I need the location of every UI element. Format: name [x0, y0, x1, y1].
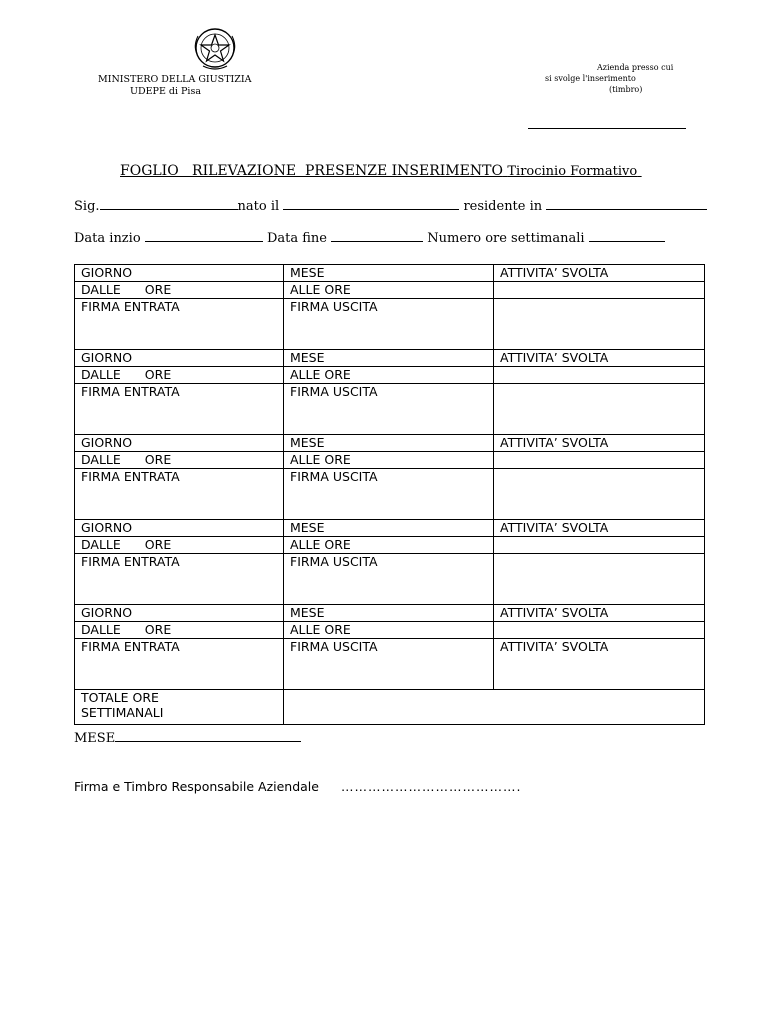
- giorno-cell[interactable]: GIORNO: [75, 520, 284, 537]
- giorno-cell[interactable]: GIORNO: [75, 265, 284, 282]
- ore-label: ORE: [144, 452, 172, 467]
- firma-entrata-cell[interactable]: FIRMA ENTRATA: [75, 554, 284, 605]
- table-row: [75, 384, 705, 435]
- title-sub: Tirocinio Formativo: [507, 164, 638, 179]
- giorno-cell[interactable]: GIORNO: [75, 350, 284, 367]
- mese-cell[interactable]: MESE: [284, 350, 494, 367]
- nato-il-label: nato il: [237, 199, 280, 214]
- ministry-name: MINISTERO DELLA GIUSTIZIA: [98, 74, 252, 85]
- attivita-cell[interactable]: ATTIVITA’ SVOLTA: [494, 520, 705, 537]
- mese-cell[interactable]: MESE: [284, 605, 494, 622]
- company-stamp-line: [528, 128, 686, 129]
- table-row: [75, 639, 705, 690]
- ore-label: ORE: [144, 367, 172, 382]
- totale-ore-label-cell: [75, 690, 284, 725]
- nato-il-field[interactable]: [283, 199, 459, 210]
- data-fine-field[interactable]: [331, 231, 423, 242]
- firma-entrata-cell[interactable]: FIRMA ENTRATA: [75, 384, 284, 435]
- dalle-ore-cell[interactable]: [75, 282, 284, 299]
- table-row: [75, 605, 705, 622]
- company-label-line2: si svolge l'inserimento: [545, 74, 636, 83]
- attivita-value-cell[interactable]: [494, 622, 705, 639]
- dalle-label: DALLE: [81, 452, 121, 467]
- firma-entrata-cell[interactable]: FIRMA ENTRATA: [75, 639, 284, 690]
- data-fine-label: Data fine: [266, 231, 327, 246]
- table-row: [75, 265, 705, 282]
- sig-field[interactable]: [100, 199, 238, 210]
- firma-label: Firma e Timbro Responsabile Aziendale: [74, 779, 319, 794]
- attivita-cell[interactable]: ATTIVITA’ SVOLTA: [494, 605, 705, 622]
- numero-ore-label: Numero ore settimanali: [427, 231, 585, 246]
- table-row: [75, 537, 705, 554]
- alle-ore-cell[interactable]: ALLE ORE: [284, 537, 494, 554]
- attivita-notes-cell[interactable]: [494, 384, 705, 435]
- mese-cell[interactable]: MESE: [284, 265, 494, 282]
- attivita-value-cell[interactable]: [494, 282, 705, 299]
- attivita-cell[interactable]: ATTIVITA’ SVOLTA: [494, 435, 705, 452]
- dalle-label: DALLE: [81, 622, 121, 637]
- totale-line1: TOTALE ORE: [81, 690, 159, 705]
- alle-ore-cell[interactable]: ALLE ORE: [284, 622, 494, 639]
- ministry-heading: [98, 74, 252, 98]
- company-label-line3: (timbro): [609, 85, 643, 94]
- numero-ore-field[interactable]: [589, 231, 665, 242]
- mese-line: [74, 731, 301, 746]
- firma-dots[interactable]: ………………………………….: [340, 779, 522, 794]
- emblem-icon: [189, 26, 241, 72]
- attivita-value-cell[interactable]: [494, 537, 705, 554]
- ore-label: ORE: [144, 537, 172, 552]
- dalle-ore-cell[interactable]: [75, 622, 284, 639]
- giorno-cell[interactable]: GIORNO: [75, 435, 284, 452]
- dalle-label: DALLE: [81, 282, 121, 297]
- table-row: [75, 299, 705, 350]
- mese-cell[interactable]: MESE: [284, 435, 494, 452]
- table-row: [75, 435, 705, 452]
- firma-uscita-cell[interactable]: FIRMA USCITA: [284, 299, 494, 350]
- ore-label: ORE: [144, 622, 172, 637]
- attivita-notes-cell[interactable]: [494, 554, 705, 605]
- dalle-ore-cell[interactable]: [75, 367, 284, 384]
- attivita-cell[interactable]: ATTIVITA’ SVOLTA: [494, 639, 705, 690]
- attivita-notes-cell[interactable]: [494, 469, 705, 520]
- firma-uscita-cell[interactable]: FIRMA USCITA: [284, 469, 494, 520]
- dalle-ore-cell[interactable]: [75, 537, 284, 554]
- firma-entrata-cell[interactable]: FIRMA ENTRATA: [75, 299, 284, 350]
- signature-line: [74, 779, 521, 794]
- firma-uscita-cell[interactable]: FIRMA USCITA: [284, 384, 494, 435]
- sig-label: Sig.: [74, 199, 100, 214]
- dalle-label: DALLE: [81, 537, 121, 552]
- attivita-cell[interactable]: ATTIVITA’ SVOLTA: [494, 350, 705, 367]
- alle-ore-cell[interactable]: ALLE ORE: [284, 282, 494, 299]
- alle-ore-cell[interactable]: ALLE ORE: [284, 367, 494, 384]
- firma-entrata-cell[interactable]: FIRMA ENTRATA: [75, 469, 284, 520]
- totale-ore-value-cell[interactable]: [284, 690, 705, 725]
- ore-label: ORE: [144, 282, 172, 297]
- firma-uscita-cell[interactable]: FIRMA USCITA: [284, 554, 494, 605]
- attivita-cell[interactable]: ATTIVITA’ SVOLTA: [494, 265, 705, 282]
- alle-ore-cell[interactable]: ALLE ORE: [284, 452, 494, 469]
- residente-in-label: residente in: [463, 199, 543, 214]
- table-row: [75, 469, 705, 520]
- office-name: UDEPE di Pisa: [130, 86, 202, 97]
- title-main: FOGLIO RILEVAZIONE PRESENZE INSERIMENTO: [120, 163, 503, 179]
- table-row: [75, 350, 705, 367]
- table-row: [75, 622, 705, 639]
- attivita-value-cell[interactable]: [494, 367, 705, 384]
- table-row: [75, 367, 705, 384]
- mese-field[interactable]: [115, 731, 301, 742]
- table-row: [75, 520, 705, 537]
- attivita-value-cell[interactable]: [494, 452, 705, 469]
- firma-uscita-cell[interactable]: FIRMA USCITA: [284, 639, 494, 690]
- totale-line2: SETTIMANALI: [81, 705, 164, 720]
- mese-label: MESE: [74, 731, 116, 746]
- table-row: [75, 452, 705, 469]
- dalle-label: DALLE: [81, 367, 121, 382]
- dalle-ore-cell[interactable]: [75, 452, 284, 469]
- residente-in-field[interactable]: [546, 199, 707, 210]
- giorno-cell[interactable]: GIORNO: [75, 605, 284, 622]
- document-title: [120, 163, 642, 179]
- company-stamp-label: [545, 62, 685, 95]
- table-row: [75, 554, 705, 605]
- data-inizio-field[interactable]: [145, 231, 263, 242]
- company-label-line1: Azienda presso cui: [597, 63, 674, 72]
- attendance-table: [74, 264, 705, 725]
- data-inizio-label: Data inzio: [74, 231, 141, 246]
- table-row: [75, 690, 705, 725]
- dates-line: [74, 231, 665, 246]
- table-row: [75, 282, 705, 299]
- attivita-notes-cell[interactable]: [494, 299, 705, 350]
- personal-data-line: [74, 199, 707, 214]
- mese-cell[interactable]: MESE: [284, 520, 494, 537]
